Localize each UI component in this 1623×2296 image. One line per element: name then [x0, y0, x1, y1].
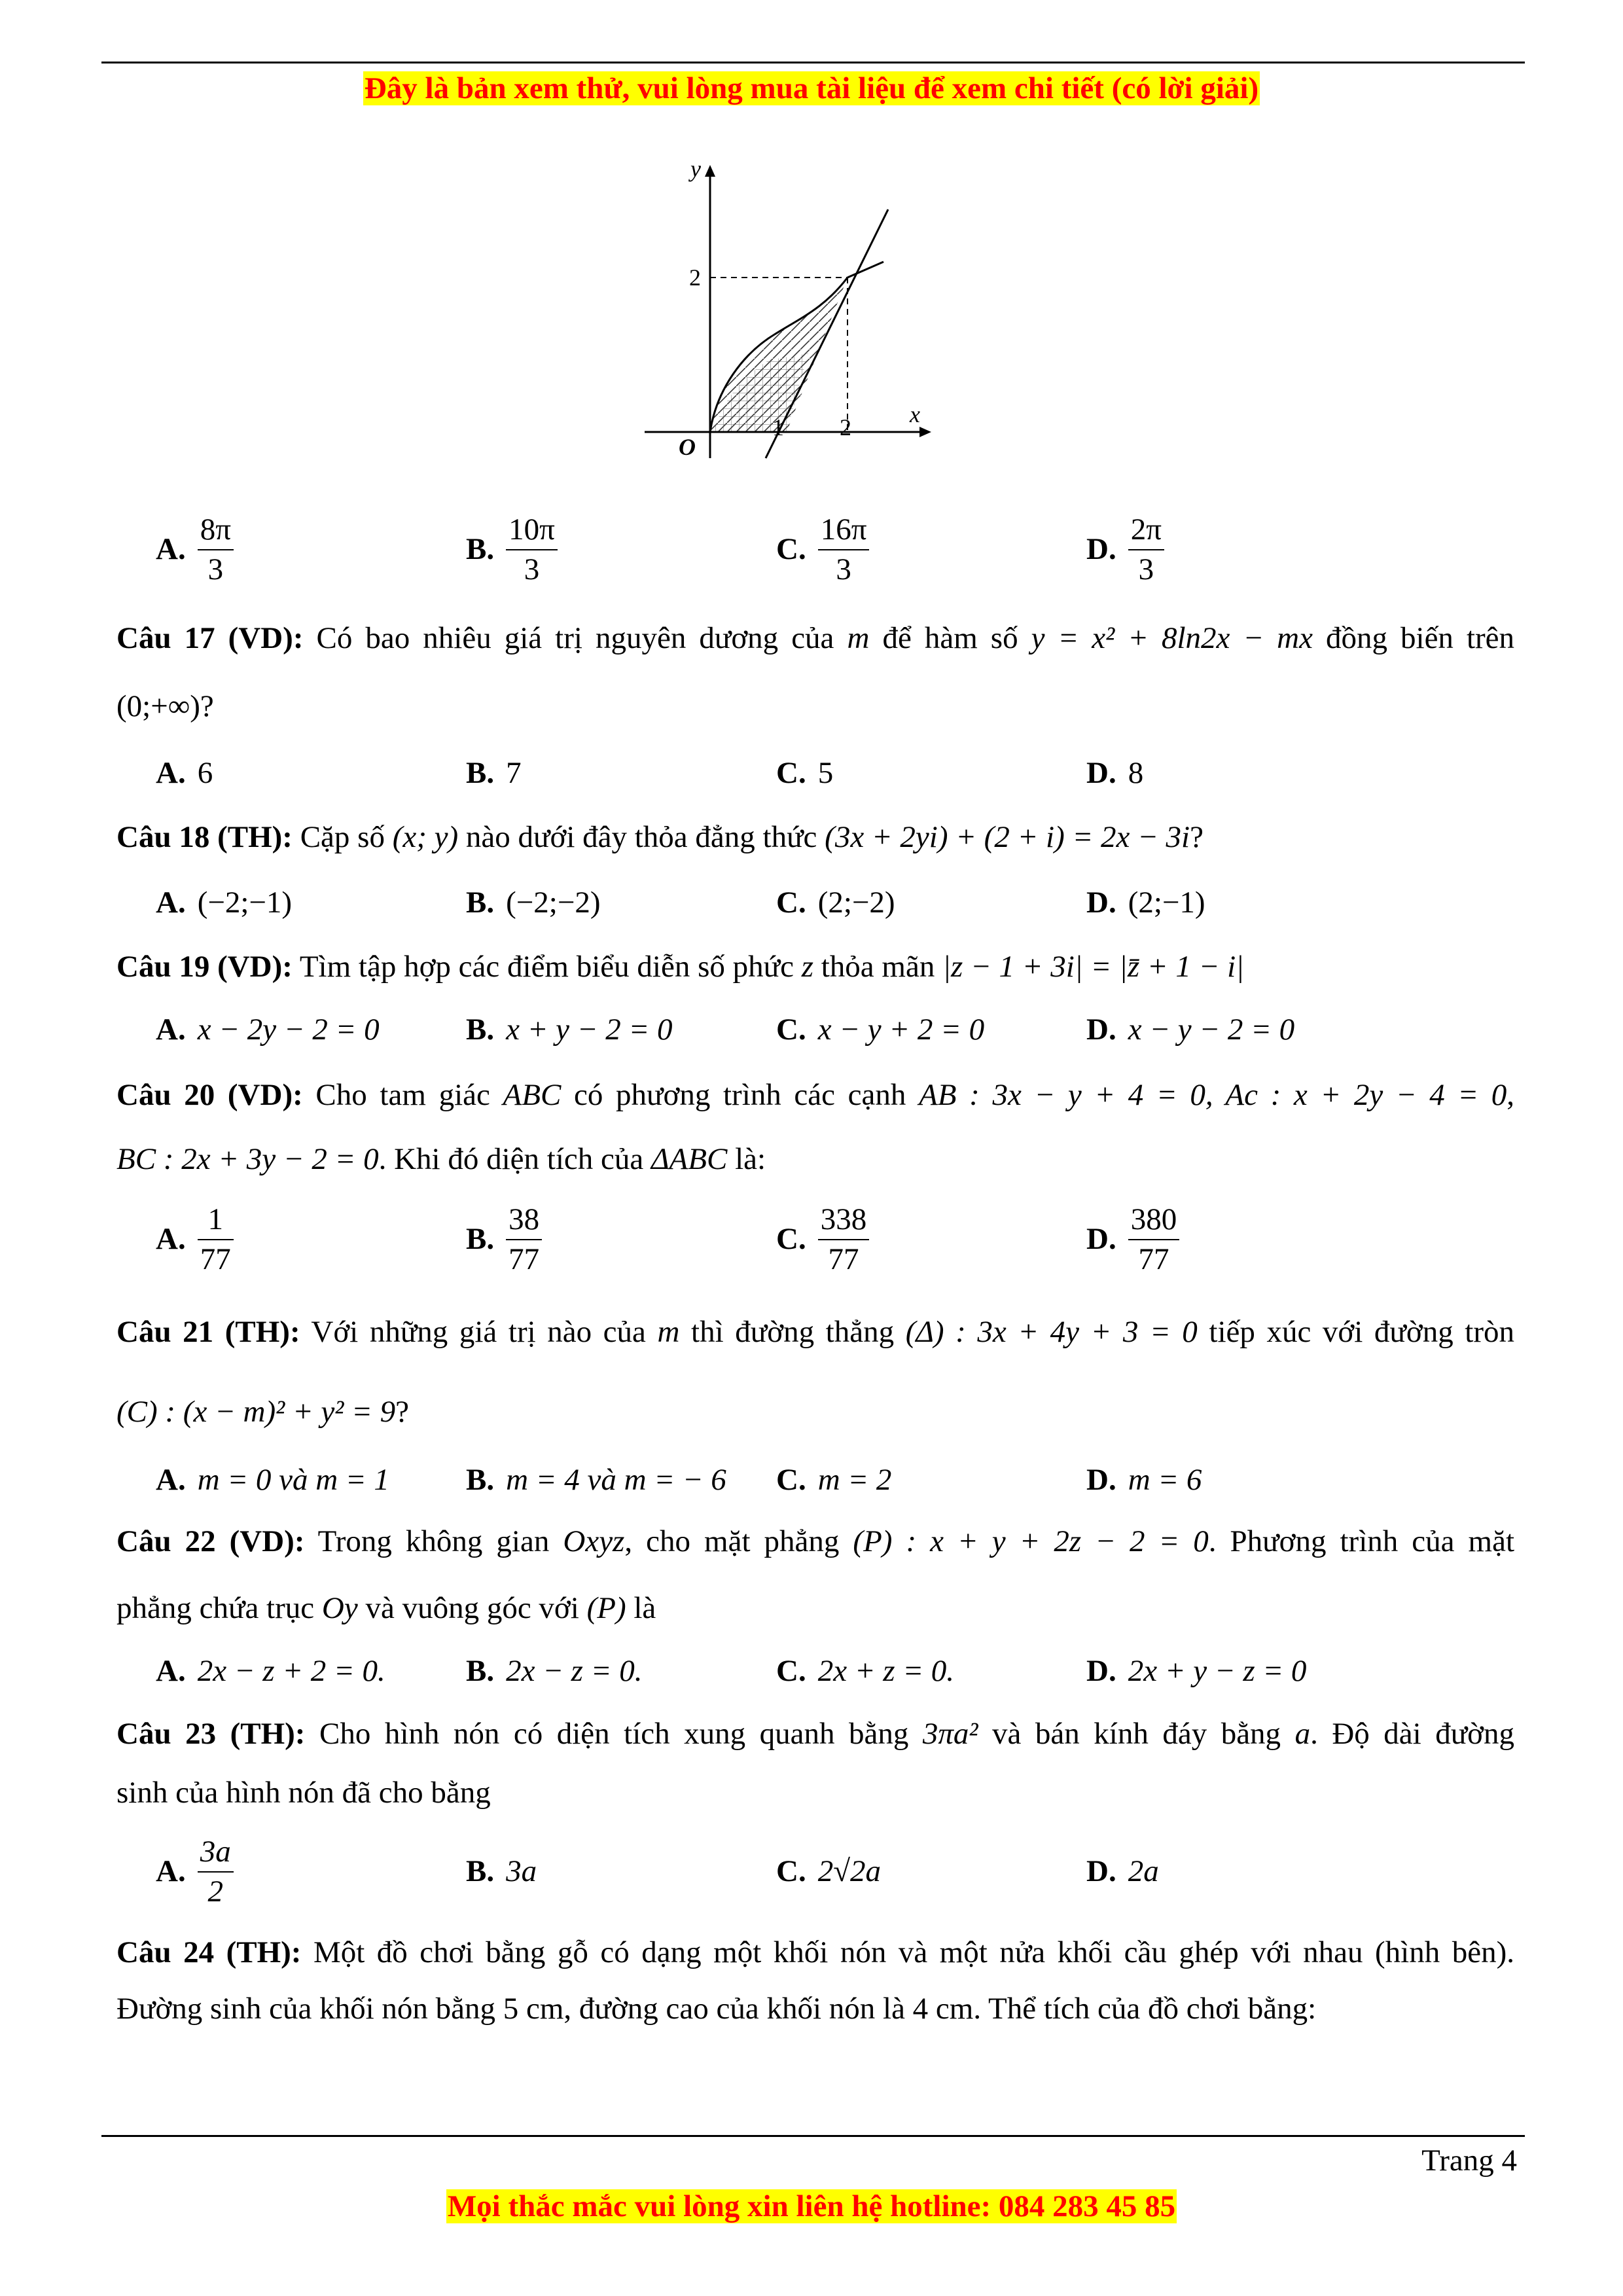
- header-rule: [101, 62, 1525, 63]
- x-axis-arrow: [919, 427, 931, 437]
- q21-stem-line1: Câu 21 (TH): Với những giá trị nào của m thì đường thẳng (Δ) : 3x + 4y + 3 = 0 tiếp xúc với đường tròn: [116, 1315, 1515, 1349]
- fraction: $\frac{2\pi}{3}$: [1128, 511, 1164, 589]
- q16-option-c[interactable]: [776, 511, 869, 589]
- q19-option-d[interactable]: D. x − y − 2 = 0: [1086, 1013, 1295, 1047]
- q17-option-d[interactable]: D. 8: [1086, 756, 1144, 790]
- q16-option-a[interactable]: [156, 511, 234, 589]
- y-axis-arrow: [705, 165, 715, 177]
- fraction: $\frac{16\pi}{3}$: [818, 511, 870, 589]
- footer-rule: [101, 2135, 1525, 2137]
- q23-stem-line1: Câu 23 (TH): Cho hình nón có diện tích xung quanh bằng 3πa² và bán kính đáy bằng a. Độ dài đường: [116, 1717, 1515, 1751]
- q22-stem-line1: Câu 22 (VD): Trong không gian Oxyz, cho mặt phẳng (P) : x + y + 2z − 2 = 0. Phương trình của mặt: [116, 1524, 1515, 1558]
- q22-stem-line2: phẳng chứa trục Oy và vuông góc với (P) là: [116, 1591, 656, 1625]
- q19-option-a[interactable]: A. x − 2y − 2 = 0: [156, 1013, 380, 1047]
- x-axis-label: x: [910, 401, 920, 427]
- q20-formula-1: AB : 3x − y + 4 = 0, Ac : x + 2y − 4 = 0: [919, 1078, 1507, 1112]
- q19-option-c[interactable]: C. x − y + 2 = 0: [776, 1013, 985, 1047]
- option-label: B.: [466, 532, 495, 567]
- q22-option-c[interactable]: C. 2x + z = 0.: [776, 1654, 955, 1688]
- origin-label: O: [679, 434, 696, 460]
- q17-option-b[interactable]: B. 7: [466, 756, 522, 790]
- q17-stem-line2: (0;+∞)?: [116, 689, 214, 723]
- fraction: $\frac{8\pi}{3}$: [198, 511, 234, 589]
- q18-option-c[interactable]: C. (2;−2): [776, 886, 895, 920]
- q20-formula-2: BC : 2x + 3y − 2 = 0: [116, 1142, 379, 1176]
- q20-stem-line1: Câu 20 (VD): Cho tam giác ABC có phương trình các cạnh AB : 3x − y + 4 = 0, Ac : x + 2y − 4 = 0,: [116, 1078, 1515, 1112]
- area-figure: [645, 157, 939, 465]
- q20-option-c[interactable]: C. $\frac{338}{77}$: [776, 1200, 869, 1279]
- header-notice: Đây là bản xem thử, vui lòng mua tài liệu để xem chi tiết (có lời giải): [364, 71, 1259, 105]
- curve-extension: [847, 262, 883, 278]
- tick-x-1: 1: [772, 414, 784, 440]
- q23-option-a[interactable]: A. $\frac{3a}{2}$: [156, 1833, 234, 1911]
- q20-option-b[interactable]: B. $\frac{38}{77}$: [466, 1200, 542, 1279]
- q16-option-d[interactable]: [1086, 511, 1164, 589]
- q22-option-a[interactable]: A. 2x − z + 2 = 0.: [156, 1654, 385, 1688]
- q21-formula-1: (Δ) : 3x + 4y + 3 = 0: [905, 1315, 1198, 1349]
- q21-stem-line2: (C) : (x − m)² + y² = 9?: [116, 1395, 409, 1429]
- q23-option-b[interactable]: B. 3a: [466, 1854, 537, 1888]
- q21-option-c[interactable]: C. m = 2: [776, 1463, 892, 1497]
- q22-formula: (P) : x + y + 2z − 2 = 0: [853, 1524, 1209, 1558]
- q18-option-d[interactable]: D. (2;−1): [1086, 886, 1205, 920]
- tick-y-2: 2: [689, 264, 701, 291]
- q19-stem: Câu 19 (VD): Tìm tập hợp các điểm biểu diễn số phức z thỏa mãn |z − 1 + 3i| = |z̄ + 1 − i|: [116, 950, 1245, 984]
- q21-formula-2: (C) : (x − m)² + y² = 9: [116, 1395, 396, 1429]
- fraction: $\frac{10\pi}{3}$: [506, 511, 558, 589]
- q20-option-a[interactable]: A. $\frac{1}{77}$: [156, 1200, 234, 1279]
- q22-option-b[interactable]: B. 2x − z = 0.: [466, 1654, 643, 1688]
- q18-formula: (3x + 2yi) + (2 + i) = 2x − 3i: [825, 820, 1190, 854]
- q24-stem-line2: Đường sinh của khối nón bằng 5 cm, đường cao của khối nón là 4 cm. Thể tích của đồ chơi bằng:: [116, 1992, 1317, 2026]
- q20-option-d[interactable]: D. $\frac{380}{77}$: [1086, 1200, 1179, 1279]
- q23-option-d[interactable]: D. 2a: [1086, 1854, 1159, 1888]
- page-number: Trang 4: [1421, 2144, 1517, 2178]
- q23-stem-line2: sinh của hình nón đã cho bằng: [116, 1776, 491, 1810]
- tick-x-2: 2: [840, 414, 851, 440]
- q23-option-c[interactable]: C. 2√2a: [776, 1854, 881, 1888]
- q21-option-a[interactable]: A. m = 0 và m = 1: [156, 1463, 389, 1497]
- footer-contact: Mọi thắc mắc vui lòng xin liên hệ hotline: 084 283 45 85: [447, 2189, 1176, 2223]
- q20-stem-line2: BC : 2x + 3y − 2 = 0. Khi đó diện tích của ΔABC là:: [116, 1142, 766, 1176]
- option-label: A.: [156, 532, 186, 567]
- q17-option-a[interactable]: A. 6: [156, 756, 213, 790]
- header-notice-wrap: [0, 69, 1623, 108]
- q17-formula: y = x² + 8ln2x − mx: [1031, 621, 1313, 655]
- q23-formula: 3πa²: [922, 1717, 978, 1751]
- q18-option-a[interactable]: A. (−2;−1): [156, 886, 293, 920]
- q19-option-b[interactable]: B. x + y − 2 = 0: [466, 1013, 673, 1047]
- q18-option-b[interactable]: B. (−2;−2): [466, 886, 601, 920]
- y-axis-label: y: [690, 157, 701, 182]
- option-label: C.: [776, 532, 806, 567]
- q17-stem-line1: Câu 17 (VD): Có bao nhiêu giá trị nguyên dương của m để hàm số y = x² + 8ln2x − mx đồng biến trên: [116, 621, 1515, 655]
- footer-contact-wrap: [0, 2187, 1623, 2226]
- q24-stem-line1: Câu 24 (TH): Một đồ chơi bằng gỗ có dạng một khối nón và một nửa khối cầu ghép với nhau (hình bên).: [116, 1935, 1515, 1969]
- option-label: D.: [1086, 532, 1116, 567]
- q21-option-b[interactable]: B. m = 4 và m = − 6: [466, 1463, 726, 1497]
- q19-formula: |z − 1 + 3i| = |z̄ + 1 − i|: [942, 950, 1245, 984]
- q22-option-d[interactable]: D. 2x + y − z = 0: [1086, 1654, 1307, 1688]
- q21-option-d[interactable]: D. m = 6: [1086, 1463, 1202, 1497]
- q17-option-c[interactable]: C. 5: [776, 756, 834, 790]
- q18-stem: Câu 18 (TH): Cặp số (x; y) nào dưới đây thỏa đẳng thức (3x + 2yi) + (2 + i) = 2x − 3i?: [116, 820, 1204, 854]
- q16-option-b[interactable]: [466, 511, 558, 589]
